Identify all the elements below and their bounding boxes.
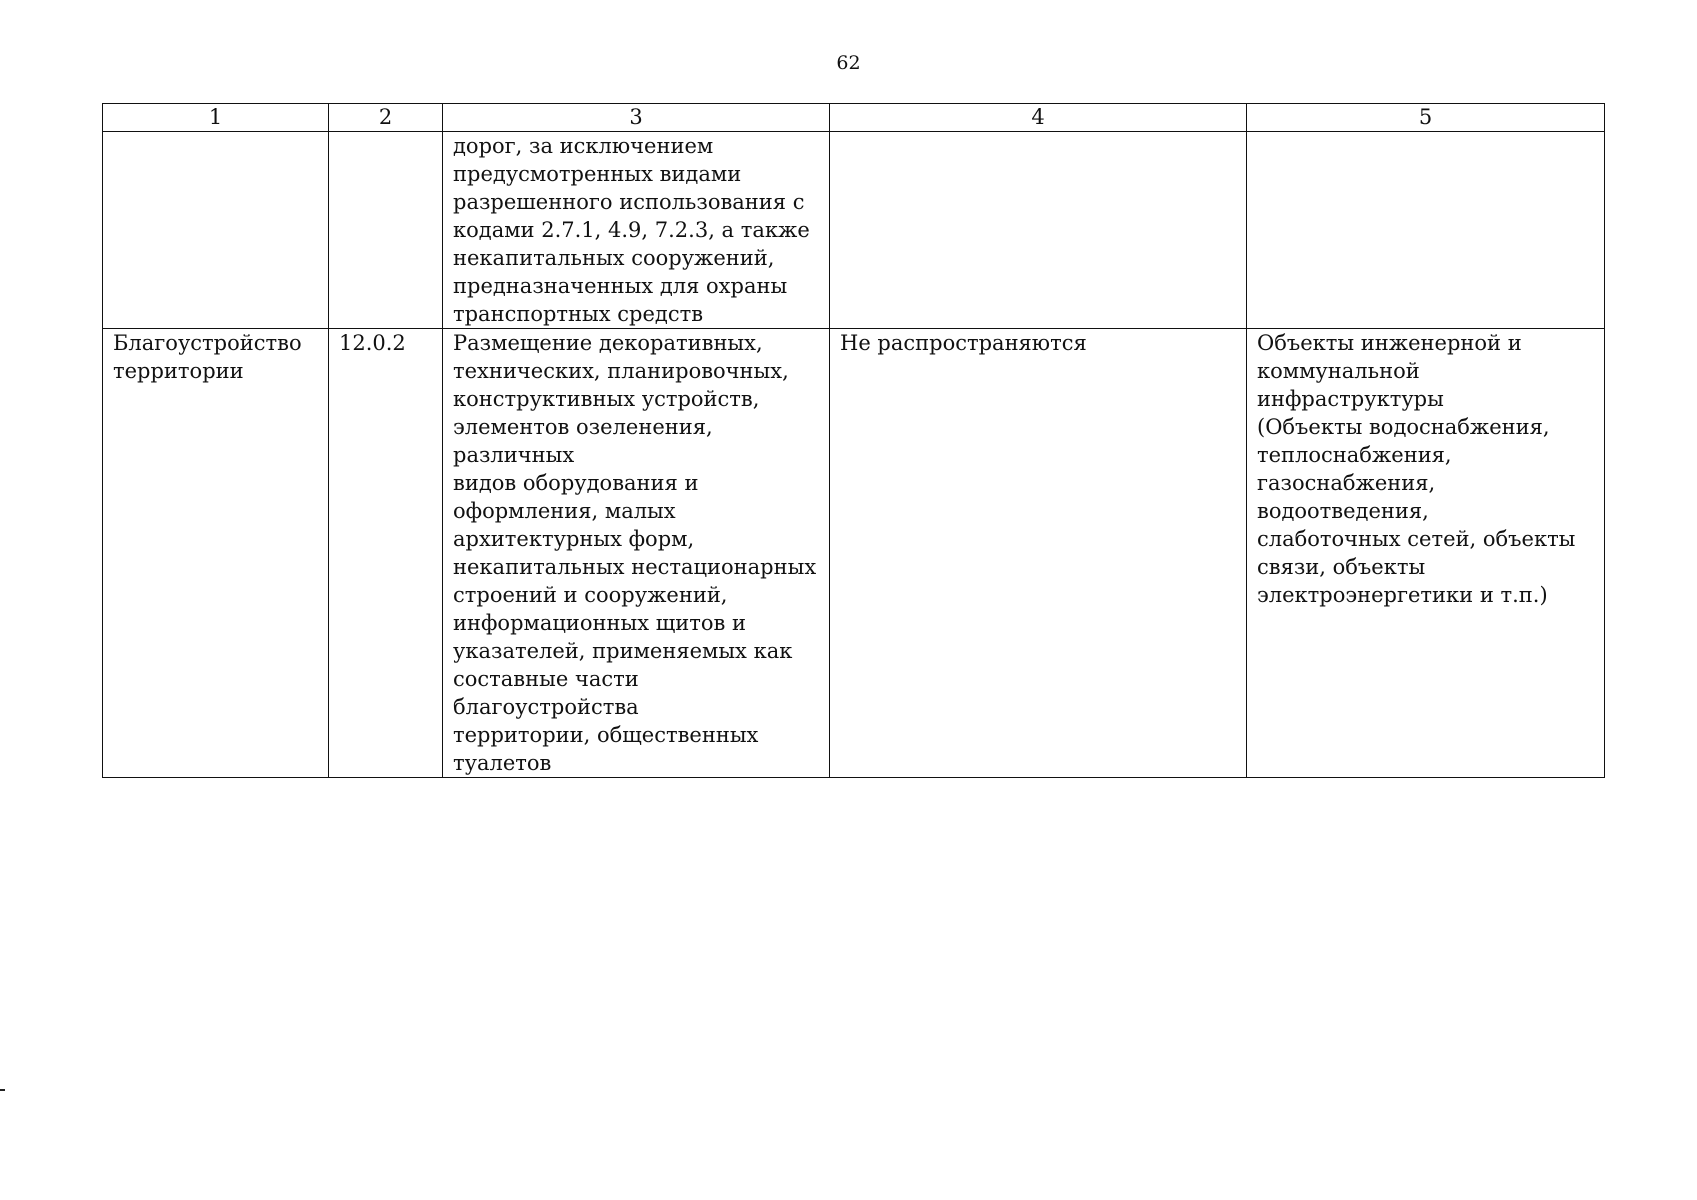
column-header-2: 2 xyxy=(329,104,443,132)
cell-text: Размещение декоративных, технических, планировочных, конструктивных устройств, элементов озеленения, различных видов оборудования и оформления, малых архитектурных форм, некапитальных нестационарных строений и сооружений, информационных щитов и указателей, применяемых как составные части благоустройства территории, общественных туалетов xyxy=(453,331,817,775)
column-header-5: 5 xyxy=(1247,104,1605,132)
cell-text: 12.0.2 xyxy=(339,331,406,355)
column-header-3: 3 xyxy=(443,104,830,132)
table-row xyxy=(103,132,1605,329)
table-row xyxy=(103,329,1605,778)
document-table xyxy=(102,103,1605,778)
table-cell xyxy=(103,329,329,778)
scan-edge-mark xyxy=(0,1089,5,1091)
cell-text: Не распространяются xyxy=(840,331,1087,355)
table-cell xyxy=(1247,132,1605,329)
table-cell xyxy=(830,329,1247,778)
cell-text: дорог, за исключением предусмотренных видами разрешенного использования с кодами 2.7.1, 4.9, 7.2.3, а также некапитальных сооружений, предназначенных для охраны транспортных средств xyxy=(453,134,810,326)
column-header-4: 4 xyxy=(830,104,1247,132)
table-header-row xyxy=(103,104,1605,132)
table-cell xyxy=(443,132,830,329)
table-cell xyxy=(329,329,443,778)
cell-text: Объекты инженерной и коммунальной инфраструктуры (Объекты водоснабжения, теплоснабжения, газоснабжения, водоотведения, слаботочных сетей, объекты связи, объекты электроэнергетики и т.п.) xyxy=(1257,331,1576,607)
cell-text: Благоустройство территории xyxy=(113,331,302,383)
table-cell xyxy=(103,132,329,329)
table-cell xyxy=(443,329,830,778)
column-header-1: 1 xyxy=(103,104,329,132)
table-cell xyxy=(1247,329,1605,778)
page-number: 62 xyxy=(836,52,861,74)
table-cell xyxy=(329,132,443,329)
table-cell xyxy=(830,132,1247,329)
